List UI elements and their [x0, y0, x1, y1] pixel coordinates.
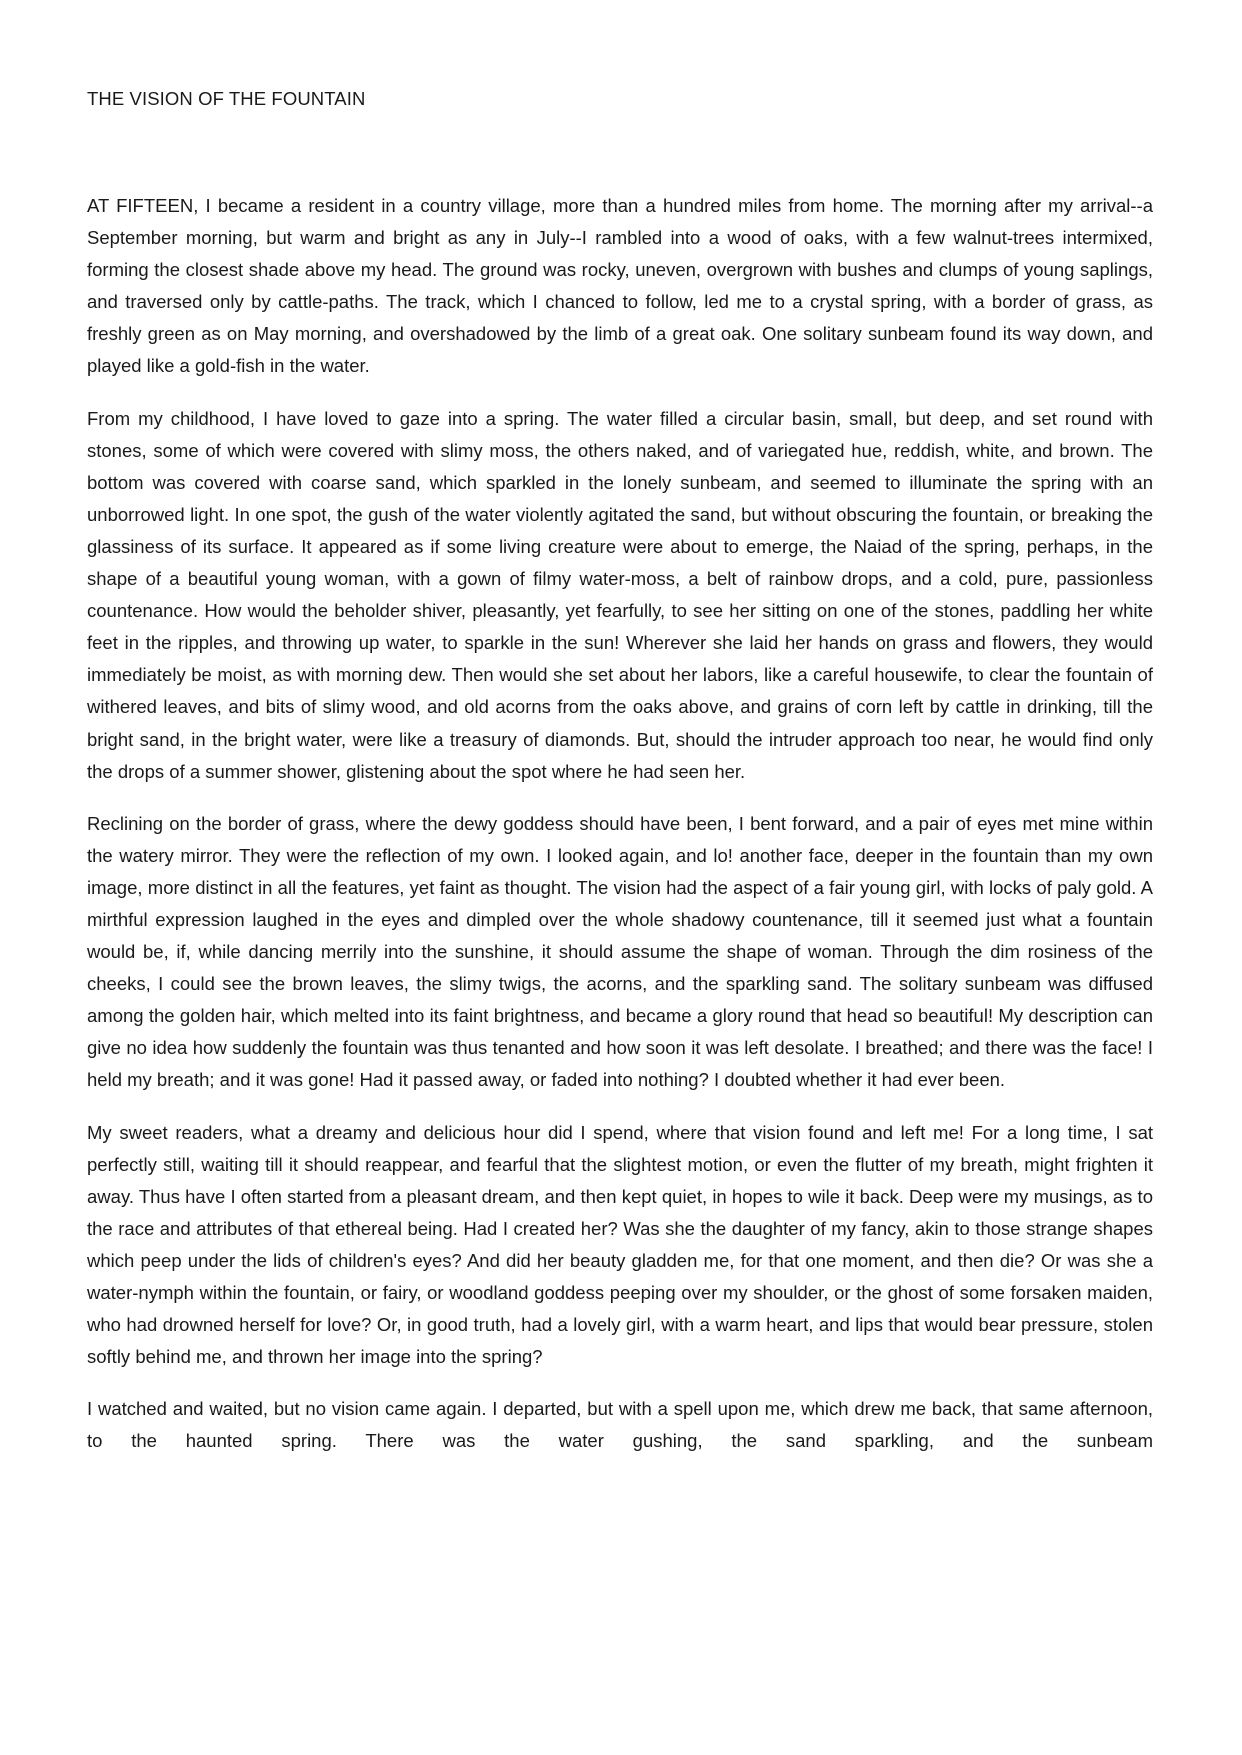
document-title: THE VISION OF THE FOUNTAIN — [87, 88, 366, 109]
paragraph-1: AT FIFTEEN, I became a resident in a country village, more than a hundred miles from home. The morning after my arrival--a September morning, but warm and bright as any in July--I rambled into a wood of oaks, with a few walnut-trees intermixed, forming the closest shade above my head. The ground was rocky, uneven, overgrown with bushes and clumps of young saplings, and traversed only by cattle-paths. The track, which I chanced to follow, led me to a crystal spring, with a border of grass, as freshly green as on May morning, and overshadowed by the limb of a great oak. One solitary sunbeam found its way down, and played like a gold-fish in the water. — [87, 195, 1153, 377]
paragraph-2: From my childhood, I have loved to gaze into a spring. The water filled a circular basin, small, but deep, and set round with stones, some of which were covered with slimy moss, the others naked, and of variegated hue, reddish, white, and brown. The bottom was covered with coarse sand, which sparkled in the lonely sunbeam, and seemed to illuminate the spring with an unborrowed light. In one spot, the gush of the water violently agitated the sand, but without obscuring the fountain, or breaking the glassiness of its surface. It appeared as if some living creature were about to emerge, the Naiad of the spring, perhaps, in the shape of a beautiful young woman, with a gown of filmy water-moss, a belt of rainbow drops, and a cold, pure, passionless countenance. How would the beholder shiver, pleasantly, yet fearfully, to see her sitting on one of the stones, paddling her white feet in the ripples, and throwing up water, to sparkle in the sun! Wherever she laid her hands on grass and flowers, they would immediately be moist, as with morning dew. Then would she set about her labors, like a careful housewife, to clear the fountain of withered leaves, and bits of slimy wood, and old acorns from the oaks above, and grains of corn left by cattle in drinking, till the bright sand, in the bright water, were like a treasury of diamonds. But, should the intruder approach too near, he would find only the drops of a summer shower, glistening about the spot where he had seen her. — [87, 407, 1153, 782]
paragraph-4: My sweet readers, what a dreamy and delicious hour did I spend, where that vision found and left me! For a long time, I sat perfectly still, waiting till it should reappear, and fearful that the slightest motion, or even the flutter of my breath, might frighten it away. Thus have I often started from a pleasant dream, and then kept quiet, in hopes to wile it back. Deep were my musings, as to the race and attributes of that ethereal being. Had I created her? Was she the daughter of my fancy, akin to those strange shapes which peep under the lids of children's eyes? And did her beauty gladden me, for that one moment, and then die? Or was she a water-nymph within the fountain, or fairy, or woodland goddess peeping over my shoulder, or the ghost of some forsaken maiden, who had drowned herself for love? Or, in good truth, had a lovely girl, with a warm heart, and lips that would bear pressure, stolen softly behind me, and thrown her image into the spring? — [87, 1121, 1153, 1368]
paragraph-3: Reclining on the border of grass, where the dewy goddess should have been, I bent forward, and a pair of eyes met mine within the watery mirror. They were the reflection of my own. I looked again, and lo! another face, deeper in the fountain than my own image, more distinct in all the features, yet faint as thought. The vision had the aspect of a fair young girl, with locks of paly gold. A mirthful expression laughed in the eyes and dimpled over the whole shadowy countenance, till it seemed just what a fountain would be, if, while dancing merrily into the sunshine, it should assume the shape of woman. Through the dim rosiness of the cheeks, I could see the brown leaves, the slimy twigs, the acorns, and the sparkling sand. The solitary sunbeam was diffused among the golden hair, which melted into its faint brightness, and became a glory round that head so beautiful! My description can give no idea how suddenly the fountain was thus tenanted and how soon it was left desolate. I breathed; and there was the face! I held my breath; and it was gone! Had it passed away, or faded into nothing? I doubted whether it had ever been. — [87, 812, 1153, 1091]
paragraph-5: I watched and waited, but no vision came again. I departed, but with a spell upon me, which drew me back, that same afternoon, to the haunted spring. There was the water gushing, the sand sparkling, and the sunbeam — [87, 1398, 1153, 1452]
document-body — [87, 190, 1153, 1477]
